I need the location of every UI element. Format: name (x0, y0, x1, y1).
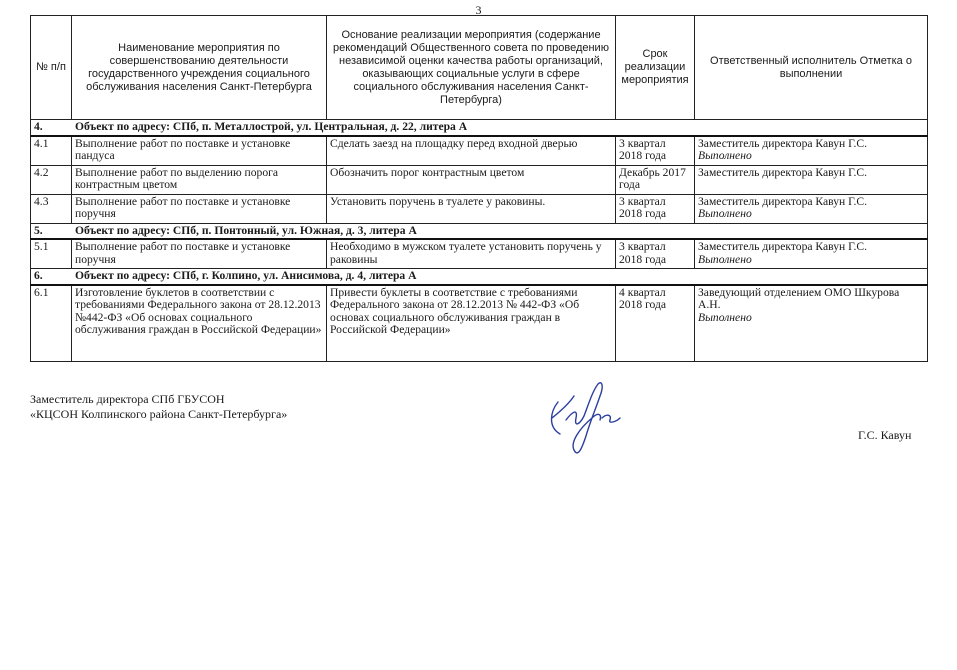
cell-executor (695, 194, 928, 223)
table-header-row (31, 16, 928, 120)
cell-executor (695, 239, 928, 269)
section-row (31, 269, 928, 285)
table-row (31, 285, 928, 362)
footer-org-name: «КЦСОН Колпинского района Санкт-Петербурга» (30, 407, 288, 421)
cell-executor (695, 136, 928, 166)
table-row (31, 239, 928, 269)
cell-num: 4.2 (31, 165, 72, 194)
section-title: Объект по адресу: СПб, г. Колпино, ул. Анисимова, д. 4, литера А (72, 269, 928, 285)
completion-status: Выполнено (698, 310, 752, 324)
header-executor: Ответственный исполнитель Отметка о выполнении (695, 16, 928, 120)
cell-name: Выполнение работ по поставке и установке пандуса (72, 136, 327, 166)
section-title: Объект по адресу: СПб, п. Понтонный, ул. Южная, д. 3, литера А (72, 223, 928, 239)
footer-position: Заместитель директора СПб ГБУСОН (30, 392, 225, 406)
cell-num: 5.1 (31, 239, 72, 269)
completion-status: Выполнено (698, 149, 752, 162)
table-row (31, 165, 928, 194)
section-row (31, 223, 928, 239)
completion-status: Выполнено (698, 252, 752, 266)
cell-executor (695, 285, 928, 362)
cell-basis: Сделать заезд на площадку перед входной дверью (327, 136, 616, 166)
section-title: Объект по адресу: СПб, п. Металлострой, ул. Центральная, д. 22, литера А (72, 120, 928, 136)
cell-basis: Установить поручень в туалете у раковины. (327, 194, 616, 223)
section-row (31, 120, 928, 136)
completion-status: Выполнено (698, 207, 752, 220)
cell-basis: Привести буклеты в соответствие с требованиями Федерального закона от 28.12.2013 № 442-ФЗ «Об основах социального обслуживания граждан в Российской Федерации» (327, 285, 616, 362)
executor-name: Заместитель директора Кавун Г.С. (698, 136, 868, 150)
table-row (31, 136, 928, 166)
executor-name: Заведующий отделением ОМО Шкурова А.Н. (698, 285, 900, 311)
table-row (31, 194, 928, 223)
cell-term: 4 квартал 2018 года (616, 285, 695, 362)
cell-name: Выполнение работ по поставке и установке поручня (72, 194, 327, 223)
cell-basis: Обозначить порог контрастным цветом (327, 165, 616, 194)
footer-organization (30, 392, 287, 422)
signature-image (540, 372, 640, 462)
header-num: № п/п (31, 16, 72, 120)
executor-name: Заместитель директора Кавун Г.С. (698, 240, 868, 253)
cell-term: 3 квартал 2018 года (616, 136, 695, 166)
action-plan-table (30, 15, 928, 362)
header-basis: Основание реализации мероприятия (содержание рекомендаций Общественного совета по проведению независимой оценки качества работы организаций, оказывающих социальные услуги в сфере социального обслуживания населения Санкт- Петербурга) (327, 16, 616, 120)
cell-term: Декабрь 2017 года (616, 165, 695, 194)
section-number: 6. (31, 269, 72, 285)
cell-num: 4.3 (31, 194, 72, 223)
cell-name: Выполнение работ по выделению порога контрастным цветом (72, 165, 327, 194)
header-term: Срок реализации мероприятия (616, 16, 695, 120)
header-name: Наименование мероприятия по совершенствованию деятельности государственного учреждения социального обслуживания населения Санкт-Петербурга (72, 16, 327, 120)
cell-basis: Необходимо в мужском туалете установить поручень у раковины (327, 239, 616, 269)
section-number: 5. (31, 223, 72, 239)
page-number: 3 (475, 3, 482, 17)
cell-name: Выполнение работ по поставке и установке поручня (72, 239, 327, 269)
cell-num: 6.1 (31, 285, 72, 362)
cell-term: 3 квартал 2018 года (616, 194, 695, 223)
executor-name: Заместитель директора Кавун Г.С. (698, 194, 868, 208)
cell-num: 4.1 (31, 136, 72, 166)
section-number: 4. (31, 120, 72, 136)
cell-name: Изготовление буклетов в соответствии с требованиями Федерального закона от 28.12.2013 №442-ФЗ «Об основах социального обслуживания граждан в Российской Федерации» (72, 285, 327, 362)
signer-name: Г.С. Кавун (858, 428, 912, 442)
executor-name: Заместитель директора Кавун Г.С. (698, 165, 868, 179)
cell-term: 3 квартал 2018 года (616, 239, 695, 269)
cell-executor (695, 165, 928, 194)
